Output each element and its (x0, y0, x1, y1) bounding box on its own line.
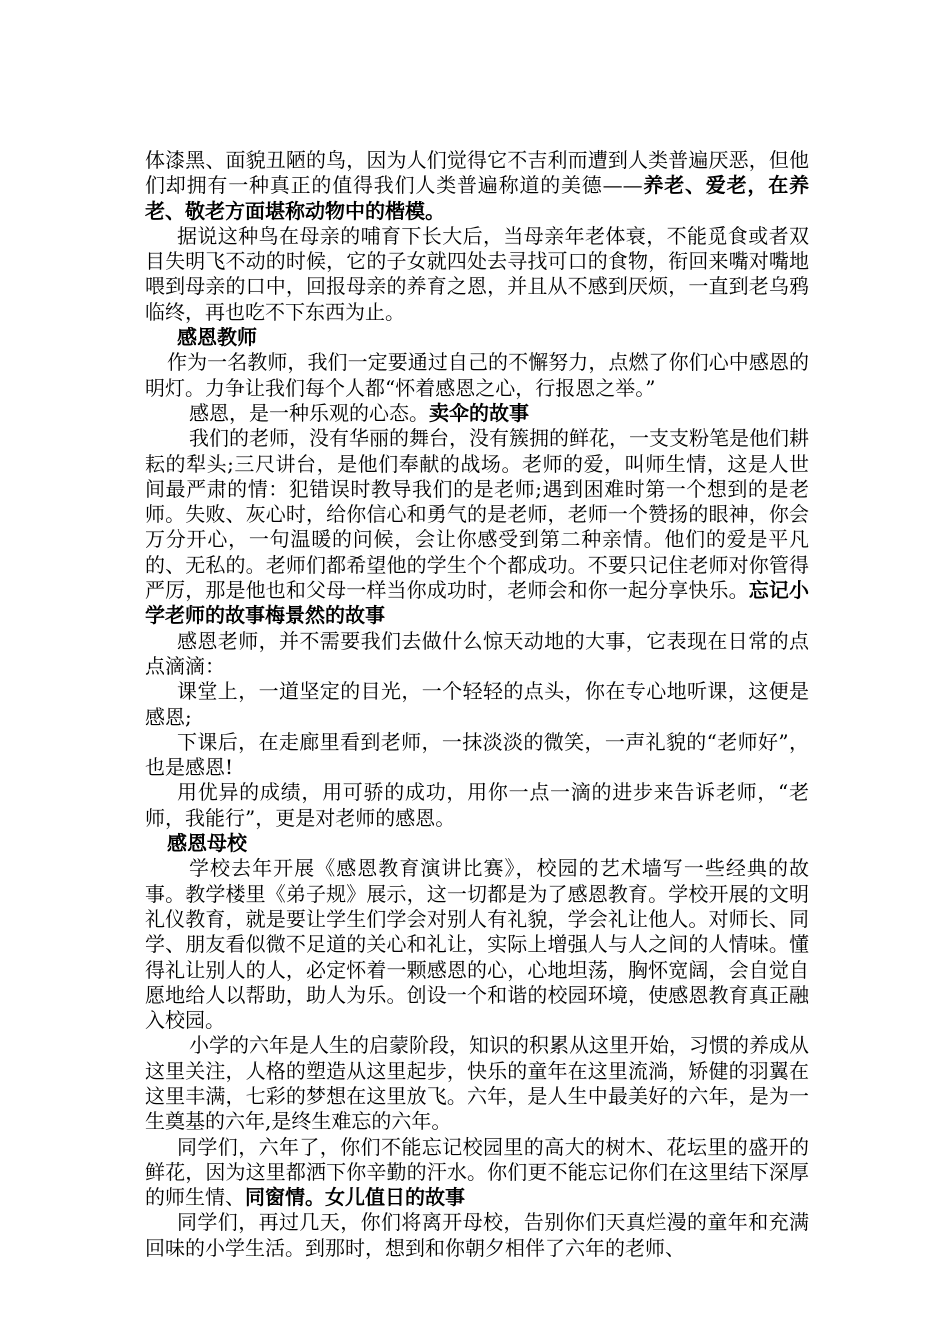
section-heading-teacher (145, 325, 809, 350)
bold-story-title: 卖伞的故事 (429, 400, 529, 425)
paragraph-classmates (145, 1135, 809, 1211)
paragraph-farewell: 同学们，再过几天，你们将离开母校，告别你们天真烂漫的童年和充满回味的小学生活。到那时，想到和你朝夕相伴了六年的老师、 (145, 1210, 809, 1260)
paragraph-six-years: 小学的六年是人生的启蒙阶段，知识的积累从这里开始，习惯的养成从这里关注，人格的塑造从这里起步，快乐的童年在这里流淌，矫健的羽翼在这里丰满，七彩的梦想在这里放飞。六年，是人生中最美好的六年，是为一生奠基的六年,是终生难忘的六年。 (145, 1033, 809, 1134)
bold-story-title: 同窗情。女儿值日的故事 (245, 1185, 465, 1210)
heading-text: 感恩教师 (177, 325, 257, 350)
paragraph-text: 感恩，是一种乐观的心态。 (189, 400, 429, 425)
section-heading-school (145, 831, 809, 856)
paragraph-school-activities: 学校去年开展《感恩教育演讲比赛》，校园的艺术墙写一些经典的故事。教学楼里《弟子规》展示，这一切都是为了感恩教育。学校开展的文明礼仪教育，就是要让学生们学会对别人有礼貌，学会礼让他人。对师长、同学、朋友看似微不足道的关心和礼让，实际上增强人与人之间的人情味。懂得礼让别人的人，必定怀着一颗感恩的心，心地坦荡，胸怀宽阔，会自觉自愿地给人以帮助，助人为乐。创设一个和谐的校园环境，使感恩教育真正融入校园。 (145, 856, 809, 1033)
bold-phrase: 养老、爱老，在养老、敬老方面堪称动物中的楷模。 (145, 173, 810, 223)
paragraph-teacher-intro: 作为一名教师，我们一定要通过自己的不懈努力，点燃了你们心中感恩的明灯。力争让我们每个人都“怀着感恩之心，行报恩之举。” (145, 350, 809, 400)
paragraph-after-class: 下课后，在走廊里看到老师，一抹淡淡的微笑，一声礼貌的“老师好”，也是感恩! (145, 729, 809, 780)
paragraph-thank-teacher: 感恩老师，并不需要我们去做什么惊天动地的大事，它表现在日常的点点滴滴： (145, 628, 809, 678)
paragraph-attitude (145, 401, 809, 426)
document-page (145, 148, 809, 1261)
paragraph-text: 体漆黑、面貌丑陋的鸟，因为人们觉得它不吉利而遭到人类普遍厌恶，但他们却拥有一种真正的值得我们人类普遍称道的美德—— (145, 148, 809, 198)
paragraph-teacher-love (145, 426, 809, 628)
paragraph-crow-intro (145, 148, 809, 224)
heading-text: 感恩母校 (167, 831, 247, 856)
paragraph-text: 同学们，六年了，你们不能忘记校园里的高大的树木、花坛里的盛开的鲜花，因为这里都洒下你辛勤的汗水。你们更不能忘记你们在这里结下深厚的师生情、 (145, 1134, 809, 1210)
paragraph-achievement: 用优异的成绩，用可骄的成功，用你一点一滴的进步来告诉老师，“老师，我能行”，更是对老师的感恩。 (145, 780, 809, 830)
paragraph-classroom: 课堂上，一道坚定的目光，一个轻轻的点头，你在专心地听课，这便是感恩; (145, 679, 809, 729)
paragraph-crow-story: 据说这种鸟在母亲的哺育下长大后，当母亲年老体衰，不能觅食或者双目失明飞不动的时候，它的子女就四处去寻找可口的食物，衔回来嘴对嘴地喂到母亲的口中，回报母亲的养育之恩，并且从不感到厌烦，一直到老乌鸦临终，再也吃不下东西为止。 (145, 223, 809, 324)
paragraph-text: 我们的老师，没有华丽的舞台，没有簇拥的鲜花，一支支粉笔是他们耕耘的犁头;三尺讲台，是他们奉献的战场。老师的爱，叫师生情，这是人世间最严肃的情：犯错误时教导我们的是老师;遇到困难时第一个想到的是老师。失败、灰心时，给你信心和勇气的是老师，老师一个赞扬的眼神，你会万分开心，一句温暖的问候，会让你感受到第二种亲情。他们的爱是平凡的、无私的。老师们都希望他的学生个个都成功。不要只记住老师对你管得严厉，那是他也和父母一样当你成功时，老师会和你一起分享快乐。 (145, 426, 809, 603)
bold-story-title: 忘记小学老师的故事梅景然的故事 (145, 578, 809, 628)
